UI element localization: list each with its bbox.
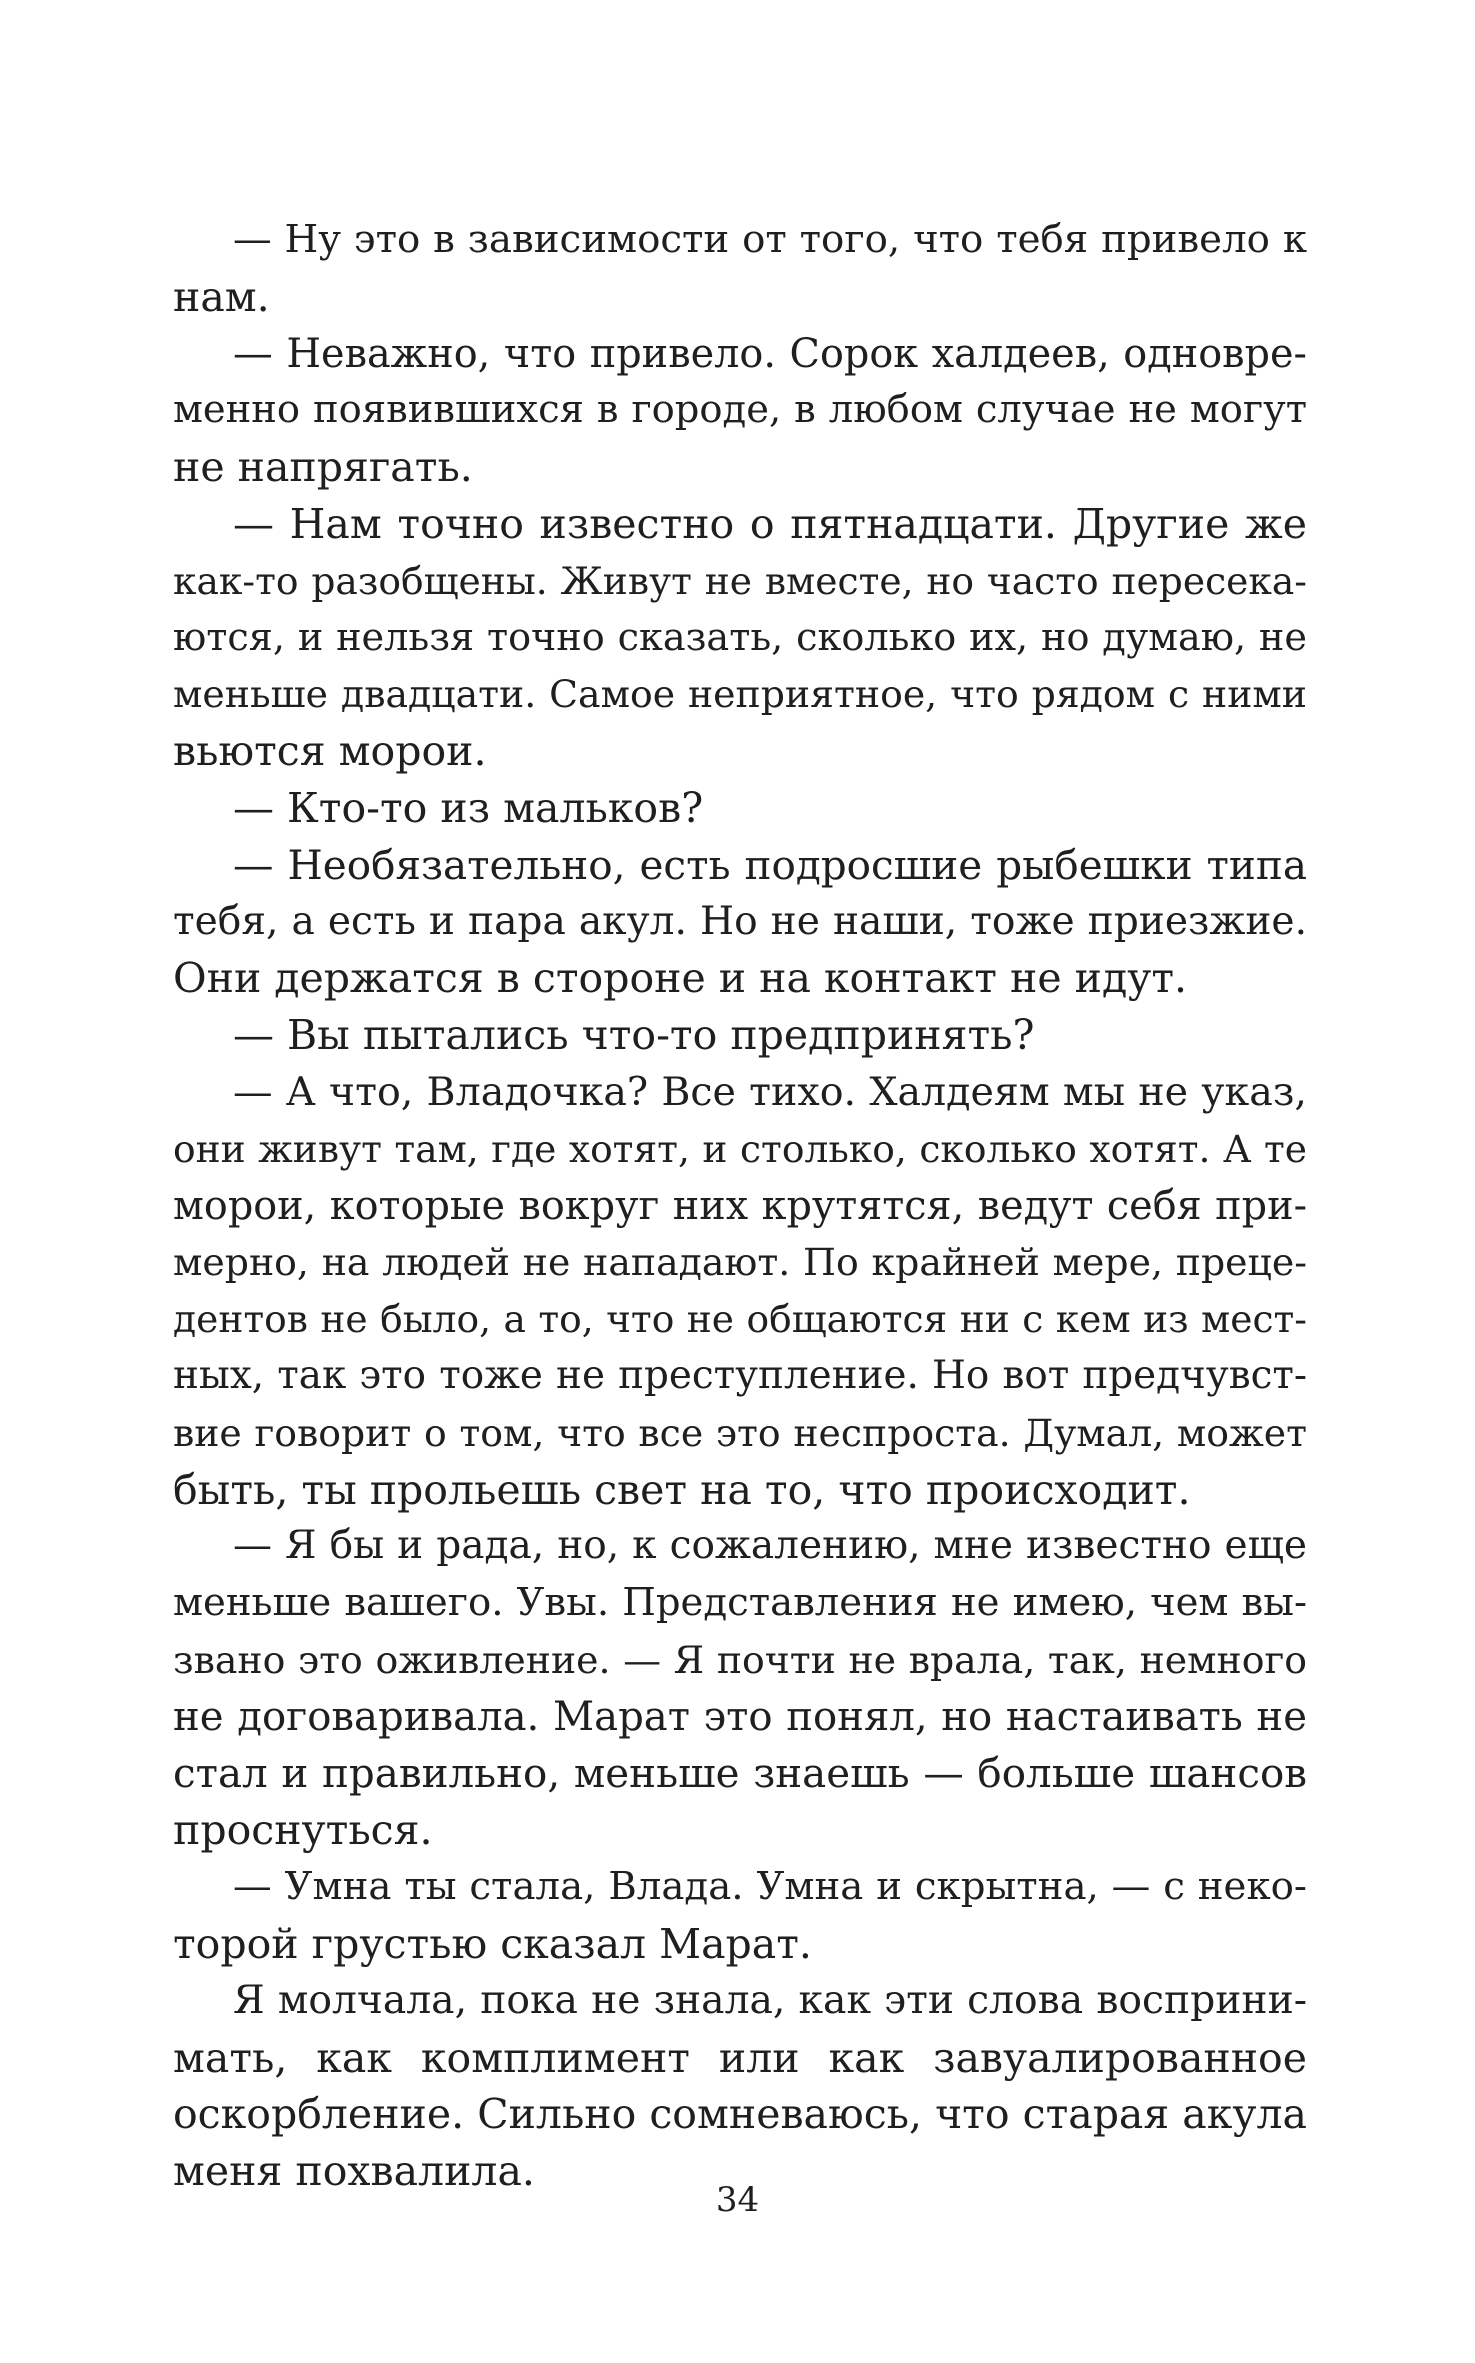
text-line: — А что, Владочка? Все тихо. Халдеям мы не указ, [233, 1068, 1307, 1115]
text-line: торой грустью сказал Марат. [173, 1919, 812, 1968]
text-line: ются, и нельзя точно сказать, сколько их, но думаю, не [173, 615, 1307, 660]
text-line: — Кто-то из мальков? [233, 783, 704, 832]
text-line: тебя, а есть и пара акул. Но не наши, тоже приезжие. [173, 898, 1307, 944]
text-line: они живут там, где хотят, и столько, сколько хотят. А те [173, 1126, 1307, 1171]
page-text [173, 212, 1307, 2200]
page-number: 34 [715, 2180, 760, 2220]
text-line: Я молчала, пока не знала, как эти слова восприни- [233, 1977, 1307, 2023]
text-line: — Ну это в зависимости от того, что тебя привело к [233, 217, 1307, 262]
text-line: морои, которые вокруг них крутятся, ведут себя при- [173, 1182, 1307, 1229]
text-line: быть, ты прольешь свет на то, что происходит. [173, 1465, 1191, 1514]
text-line: — Вы пытались что-то предпринять? [233, 1011, 1035, 1060]
text-line: — Нам точно известно о пятнадцати. Другие же [233, 499, 1307, 548]
text-line: — Необязательно, есть подросшие рыбешки типа [233, 840, 1307, 889]
text-line: стал и правильно, меньше знаешь — больше шансов [173, 1749, 1307, 1797]
text-line: меня похвалила. [173, 2147, 535, 2196]
text-line: меньше двадцати. Самое неприятное, что рядом с ними [173, 672, 1307, 717]
text-line: вие говорит о том, что все это неспроста. Думал, может [173, 1410, 1307, 1455]
text-line: мерно, на людей не нападают. По крайней мере, преце- [173, 1240, 1307, 1285]
text-line: дентов не было, а то, что не общаются ни с кем из мест- [173, 1297, 1307, 1342]
text-line: — Умна ты стала, Влада. Умна и скрытна, — с неко- [233, 1864, 1307, 1910]
text-line: мать, как комплимент или как завуалированное [173, 2033, 1307, 2082]
text-line: — Неважно, что привело. Сорок халдеев, одновре- [233, 330, 1307, 377]
text-line: — Я бы и рада, но, к сожалению, мне известно еще [233, 1523, 1307, 1569]
text-line: нам. [173, 272, 270, 321]
text-line: не напрягать. [173, 443, 473, 492]
text-line: Они держатся в стороне и на контакт не идут. [173, 954, 1188, 1003]
text-line: менно появившихся в городе, в любом случае не могут [173, 387, 1307, 433]
text-line: не договаривала. Марат это понял, но настаивать не [173, 1693, 1307, 1740]
text-line: как-то разобщены. Живут не вместе, но часто пересека- [173, 558, 1307, 603]
text-line: оскорбление. Сильно сомневаюсь, что старая акула [173, 2090, 1307, 2139]
text-line: звано это оживление. — Я почти не врала, так, немного [173, 1637, 1307, 1682]
text-line: проснуться. [173, 1806, 433, 1855]
text-line: ных, так это тоже не преступление. Но вот предчувст- [173, 1352, 1307, 1398]
text-line: вьются морои. [173, 727, 487, 776]
text-line: меньше вашего. Увы. Представления не имею, чем вы- [173, 1580, 1307, 1626]
